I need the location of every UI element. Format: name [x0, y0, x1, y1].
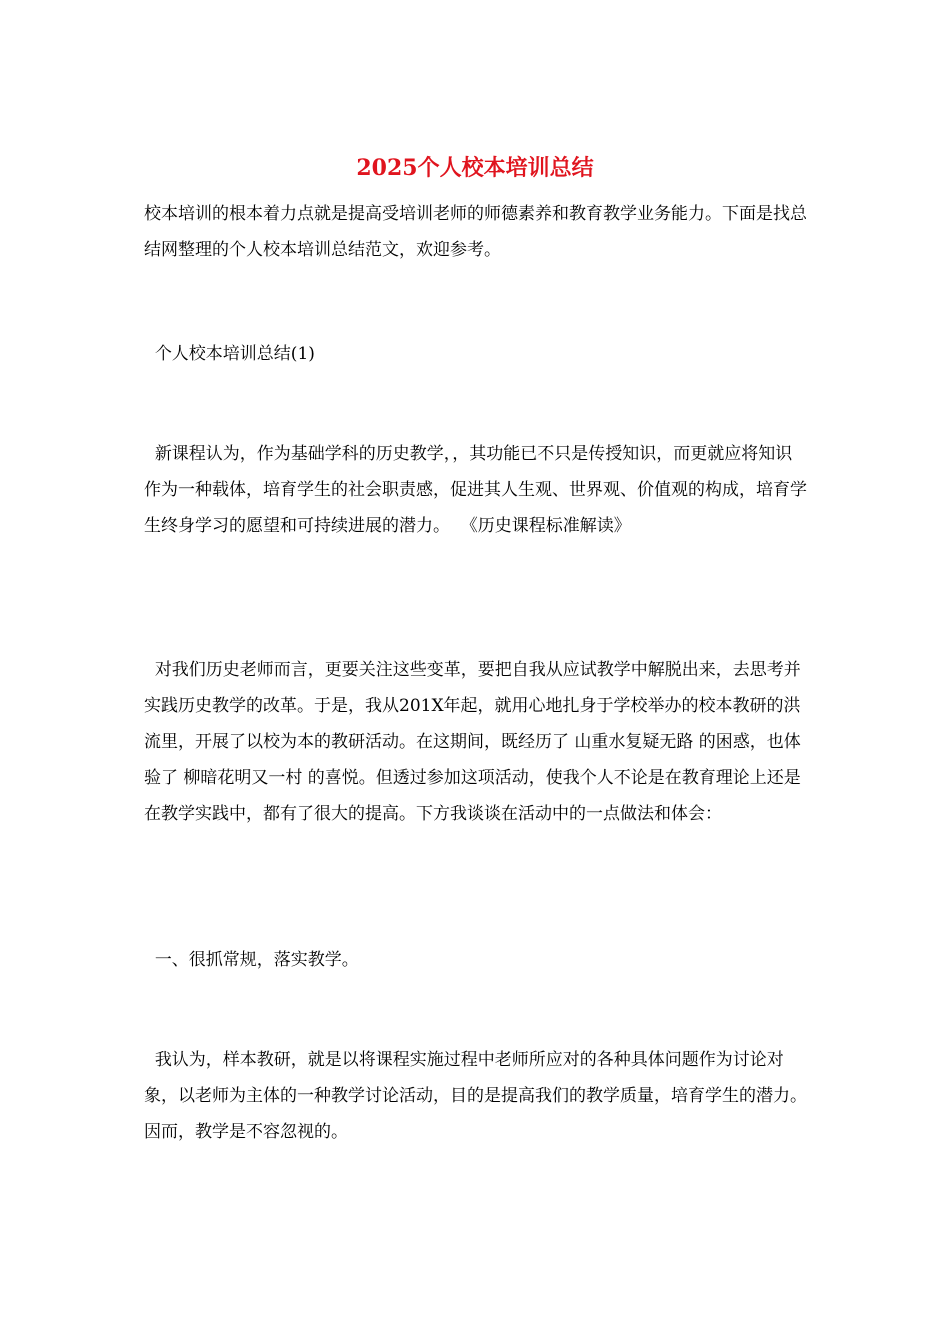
body-paragraph-2: 对我们历史老师而言，更要关注这些变革，要把自我从应试教学中解脱出来，去思考并实践历史教学的改革。于是，我从201X年起，就用心地扎身于学校举办的校本教研的洪流里，开展了以校为本的教研活动。在这期间，既经历了 山重水复疑无路 的困惑，也体验了 柳暗花明又一村 的喜悦。但透过参加这项活动，使我个人不论是在教育理论上还是在教学实践中，都有了很大的提高。下方我谈谈在活动中的一点做法和体会： [144, 660, 801, 824]
section-heading-2: 一、很抓常规，落实教学。 [144, 950, 359, 970]
document-title: 2025个人校本培训总结 [356, 155, 594, 181]
body-paragraph-1: 新课程认为，作为基础学科的历史教学，，其功能已不只是传授知识，而更就应将知识作为一种载体，培育学生的社会职责感，促进其人生观、世界观、价值观的构成，培育学生终身学习的愿望和可持续进展的潜力。 《历史课程标准解读》 [144, 444, 807, 536]
intro-paragraph: 校本培训的根本着力点就是提高受培训老师的师德素养和教育教学业务能力。下面是找总结网整理的个人校本培训总结范文，欢迎参考。 [144, 204, 807, 260]
body-paragraph-3: 我认为，样本教研，就是以将课程实施过程中老师所应对的各种具体问题作为讨论对象，以老师为主体的一种教学讨论活动，目的是提高我们的教学质量，培育学生的潜力。因而，教学是不容忽视的。 [144, 1050, 807, 1142]
section-heading-1: 个人校本培训总结(1) [144, 344, 315, 364]
